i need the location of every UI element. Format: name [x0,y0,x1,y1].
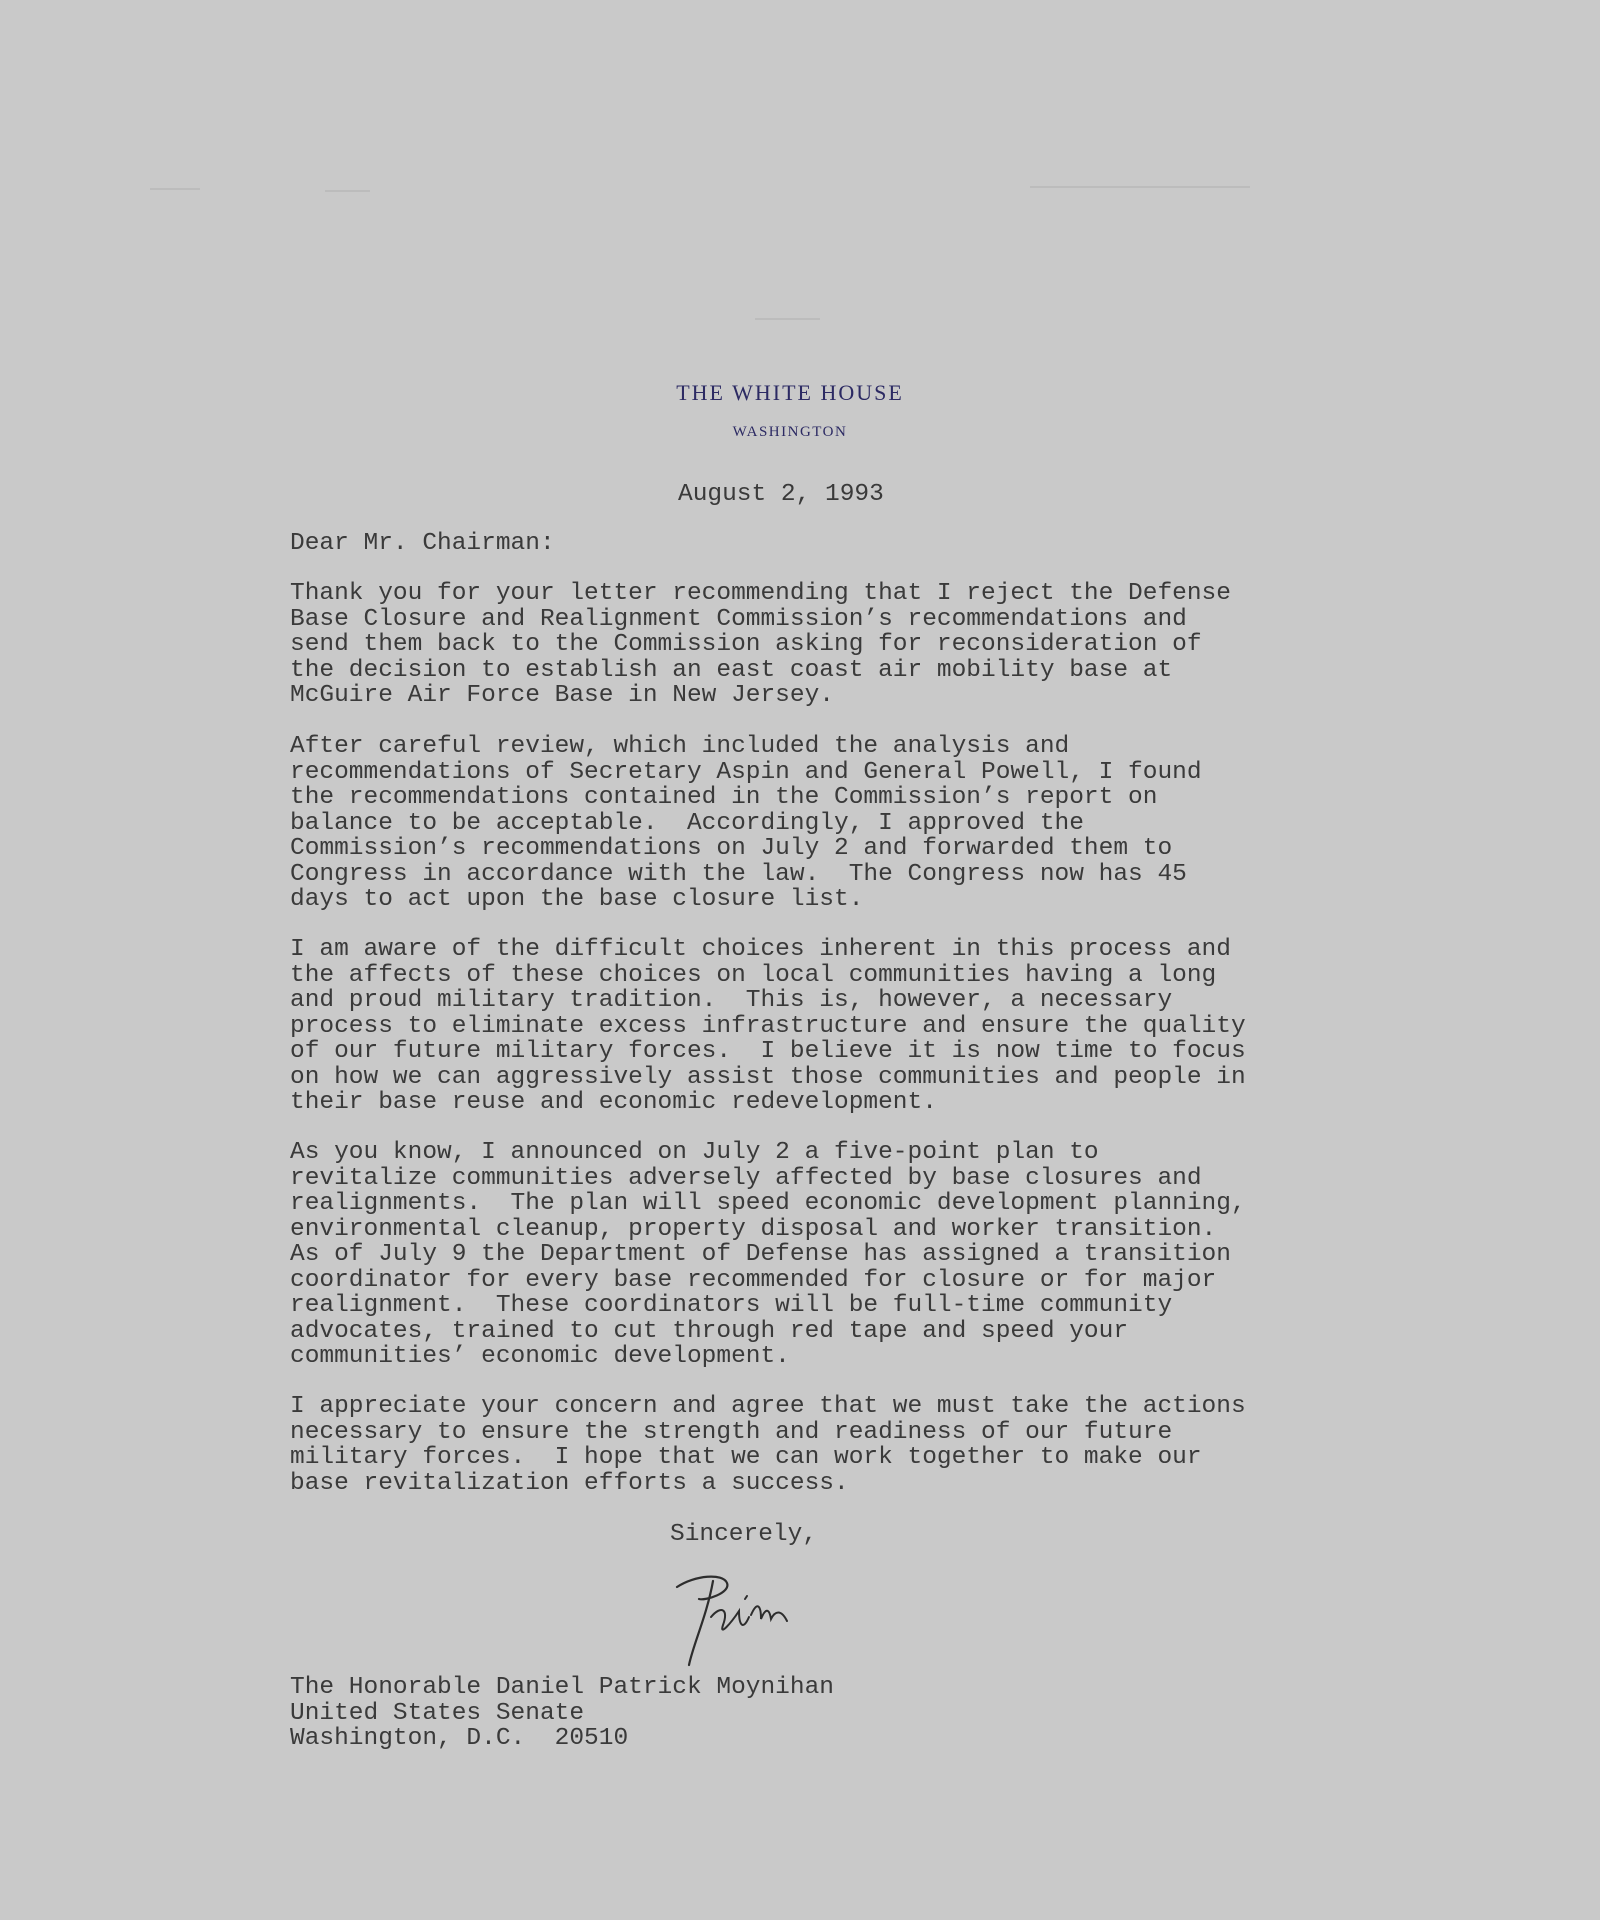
letterhead-title: THE WHITE HOUSE [676,380,904,405]
scan-artifact [150,188,200,190]
scan-artifact [325,190,370,192]
paragraph-1: Thank you for your letter recommending that I reject the Defense Base Closure and Realignment Commission’s recommendations and send them back to the Commission asking for reconsideration of the decision to establish an east coast air mobility base at McGuire Air Force Base in New Jersey. [290,580,1231,709]
salutation: Dear Mr. Chairman: [290,530,555,557]
paragraph-3: I am aware of the difficult choices inherent in this process and the affects of these choices on local communities having a long and proud military tradition. This is, however, a necessary process to eliminate excess infrastructure and ensure the quality of our future military forces. I believe it is now time to focus on how we can aggressively assist those communities and people in their base reuse and economic redevelopment. [290,936,1246,1116]
paragraph-4: As you know, I announced on July 2 a five-point plan to revitalize communities adversely affected by base closures and realignments. The plan will speed economic development planning, environmental cleanup, property disposal and worker transition. As of July 9 the Department of Defense has assigned a transition coordinator for every base recommended for closure or for major realignment. These coordinators will be full-time community advocates, trained to cut through red tape and speed your communities’ economic development. [290,1139,1246,1370]
paragraph-5: I appreciate your concern and agree that we must take the actions necessary to ensure the strength and readiness of our future military forces. I hope that we can work together to make our base revitalization efforts a success. [290,1393,1246,1497]
recipient-address: The Honorable Daniel Patrick Moynihan United States Senate Washington, D.C. 20510 [290,1674,834,1752]
scan-artifact [755,318,820,320]
letterhead-location: WASHINGTON [732,424,848,440]
handwritten-signature-icon [665,1565,845,1675]
scan-artifact [1030,186,1250,188]
letter-date: August 2, 1993 [678,481,884,508]
paragraph-2: After careful review, which included the analysis and recommendations of Secretary Aspin and General Powell, I found the recommendations contained in the Commission’s report on balance to be acceptable. Accordingly, I approved the Commission’s recommendations on July 2 and forwarded them to Congress in accordance with the law. The Congress now has 45 days to act upon the base closure list. [290,733,1202,913]
closing: Sincerely, [670,1521,818,1548]
